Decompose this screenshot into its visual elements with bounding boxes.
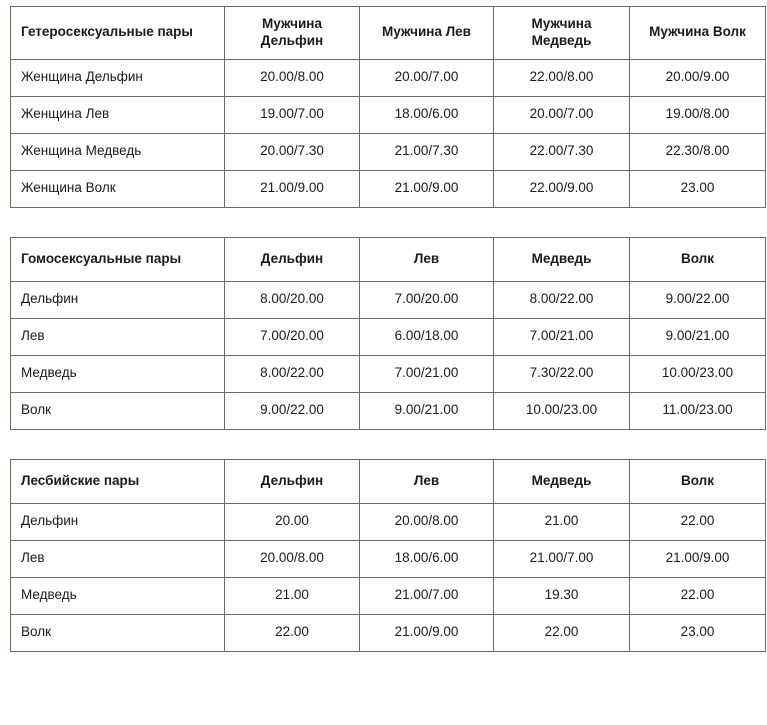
table-cell: 21.00 bbox=[225, 577, 360, 614]
row-label: Лев bbox=[11, 318, 225, 355]
table-cell: 20.00/7.00 bbox=[360, 59, 494, 96]
row-label: Медведь bbox=[11, 577, 225, 614]
column-header: Волк bbox=[630, 459, 766, 503]
table-cell: 20.00 bbox=[225, 503, 360, 540]
row-label: Лев bbox=[11, 540, 225, 577]
table-cell: 8.00/22.00 bbox=[494, 281, 630, 318]
table-cell: 7.00/21.00 bbox=[494, 318, 630, 355]
table-cell: 7.00/21.00 bbox=[360, 355, 494, 392]
table-cell: 20.00/9.00 bbox=[630, 59, 766, 96]
table-cell: 8.00/22.00 bbox=[225, 355, 360, 392]
table-row bbox=[11, 503, 766, 540]
column-header: Мужчина Дельфин bbox=[225, 7, 360, 60]
row-label: Дельфин bbox=[11, 503, 225, 540]
table-row bbox=[11, 577, 766, 614]
row-label: Женщина Волк bbox=[11, 170, 225, 207]
table-cell: 6.00/18.00 bbox=[360, 318, 494, 355]
table-cell: 22.00/8.00 bbox=[494, 59, 630, 96]
table-row bbox=[11, 392, 766, 429]
table-cell: 20.00/8.00 bbox=[360, 503, 494, 540]
table-row bbox=[11, 355, 766, 392]
table-cell: 19.00/7.00 bbox=[225, 96, 360, 133]
table-cell: 11.00/23.00 bbox=[630, 392, 766, 429]
table-cell: 9.00/22.00 bbox=[225, 392, 360, 429]
table-cell: 7.00/20.00 bbox=[360, 281, 494, 318]
table-corner-label: Лесбийские пары bbox=[11, 459, 225, 503]
table-header-row bbox=[11, 7, 766, 60]
row-label: Дельфин bbox=[11, 281, 225, 318]
table-row bbox=[11, 540, 766, 577]
column-header: Мужчина Волк bbox=[630, 7, 766, 60]
table-cell: 22.00/9.00 bbox=[494, 170, 630, 207]
table-cell: 20.00/8.00 bbox=[225, 59, 360, 96]
row-label: Женщина Лев bbox=[11, 96, 225, 133]
column-header: Мужчина Лев bbox=[360, 7, 494, 60]
column-header: Медведь bbox=[494, 237, 630, 281]
table-cell: 18.00/6.00 bbox=[360, 96, 494, 133]
row-label: Женщина Медведь bbox=[11, 133, 225, 170]
table-row bbox=[11, 59, 766, 96]
table-cell: 7.30/22.00 bbox=[494, 355, 630, 392]
table-cell: 22.00 bbox=[494, 614, 630, 651]
table-cell: 21.00/7.00 bbox=[360, 577, 494, 614]
table-cell: 23.00 bbox=[630, 170, 766, 207]
column-header: Дельфин bbox=[225, 459, 360, 503]
column-header: Мужчина Медведь bbox=[494, 7, 630, 60]
table-gap bbox=[6, 208, 761, 237]
table-gap bbox=[6, 430, 761, 459]
table-cell: 21.00/7.00 bbox=[494, 540, 630, 577]
table-cell: 10.00/23.00 bbox=[630, 355, 766, 392]
table-cell: 22.30/8.00 bbox=[630, 133, 766, 170]
table-cell: 19.00/8.00 bbox=[630, 96, 766, 133]
table-corner-label: Гомосексуальные пары bbox=[11, 237, 225, 281]
table-cell: 21.00/9.00 bbox=[360, 614, 494, 651]
table-row bbox=[11, 96, 766, 133]
row-label: Волк bbox=[11, 392, 225, 429]
table-corner-label: Гетеросексуальные пары bbox=[11, 7, 225, 60]
table-row bbox=[11, 170, 766, 207]
table-cell: 20.00/7.30 bbox=[225, 133, 360, 170]
row-label: Медведь bbox=[11, 355, 225, 392]
table-heterosexual-pairs bbox=[10, 6, 766, 208]
table-row bbox=[11, 614, 766, 651]
column-header: Дельфин bbox=[225, 237, 360, 281]
column-header: Лев bbox=[360, 459, 494, 503]
table-cell: 22.00 bbox=[630, 503, 766, 540]
table-header-row bbox=[11, 237, 766, 281]
table-cell: 20.00/8.00 bbox=[225, 540, 360, 577]
table-cell: 22.00 bbox=[630, 577, 766, 614]
table-row bbox=[11, 318, 766, 355]
table-cell: 21.00 bbox=[494, 503, 630, 540]
table-cell: 19.30 bbox=[494, 577, 630, 614]
table-cell: 7.00/20.00 bbox=[225, 318, 360, 355]
table-cell: 20.00/7.00 bbox=[494, 96, 630, 133]
column-header: Медведь bbox=[494, 459, 630, 503]
row-label: Волк bbox=[11, 614, 225, 651]
table-header-row bbox=[11, 459, 766, 503]
table-cell: 9.00/21.00 bbox=[630, 318, 766, 355]
table-homosexual-pairs bbox=[10, 237, 766, 430]
table-cell: 18.00/6.00 bbox=[360, 540, 494, 577]
table-cell: 21.00/7.30 bbox=[360, 133, 494, 170]
row-label: Женщина Дельфин bbox=[11, 59, 225, 96]
table-cell: 22.00 bbox=[225, 614, 360, 651]
table-cell: 22.00/7.30 bbox=[494, 133, 630, 170]
table-cell: 9.00/21.00 bbox=[360, 392, 494, 429]
table-cell: 8.00/20.00 bbox=[225, 281, 360, 318]
table-row bbox=[11, 133, 766, 170]
column-header: Волк bbox=[630, 237, 766, 281]
table-cell: 21.00/9.00 bbox=[225, 170, 360, 207]
table-cell: 21.00/9.00 bbox=[630, 540, 766, 577]
table-lesbian-pairs bbox=[10, 459, 766, 652]
table-cell: 9.00/22.00 bbox=[630, 281, 766, 318]
table-cell: 21.00/9.00 bbox=[360, 170, 494, 207]
table-cell: 10.00/23.00 bbox=[494, 392, 630, 429]
table-row bbox=[11, 281, 766, 318]
table-cell: 23.00 bbox=[630, 614, 766, 651]
column-header: Лев bbox=[360, 237, 494, 281]
